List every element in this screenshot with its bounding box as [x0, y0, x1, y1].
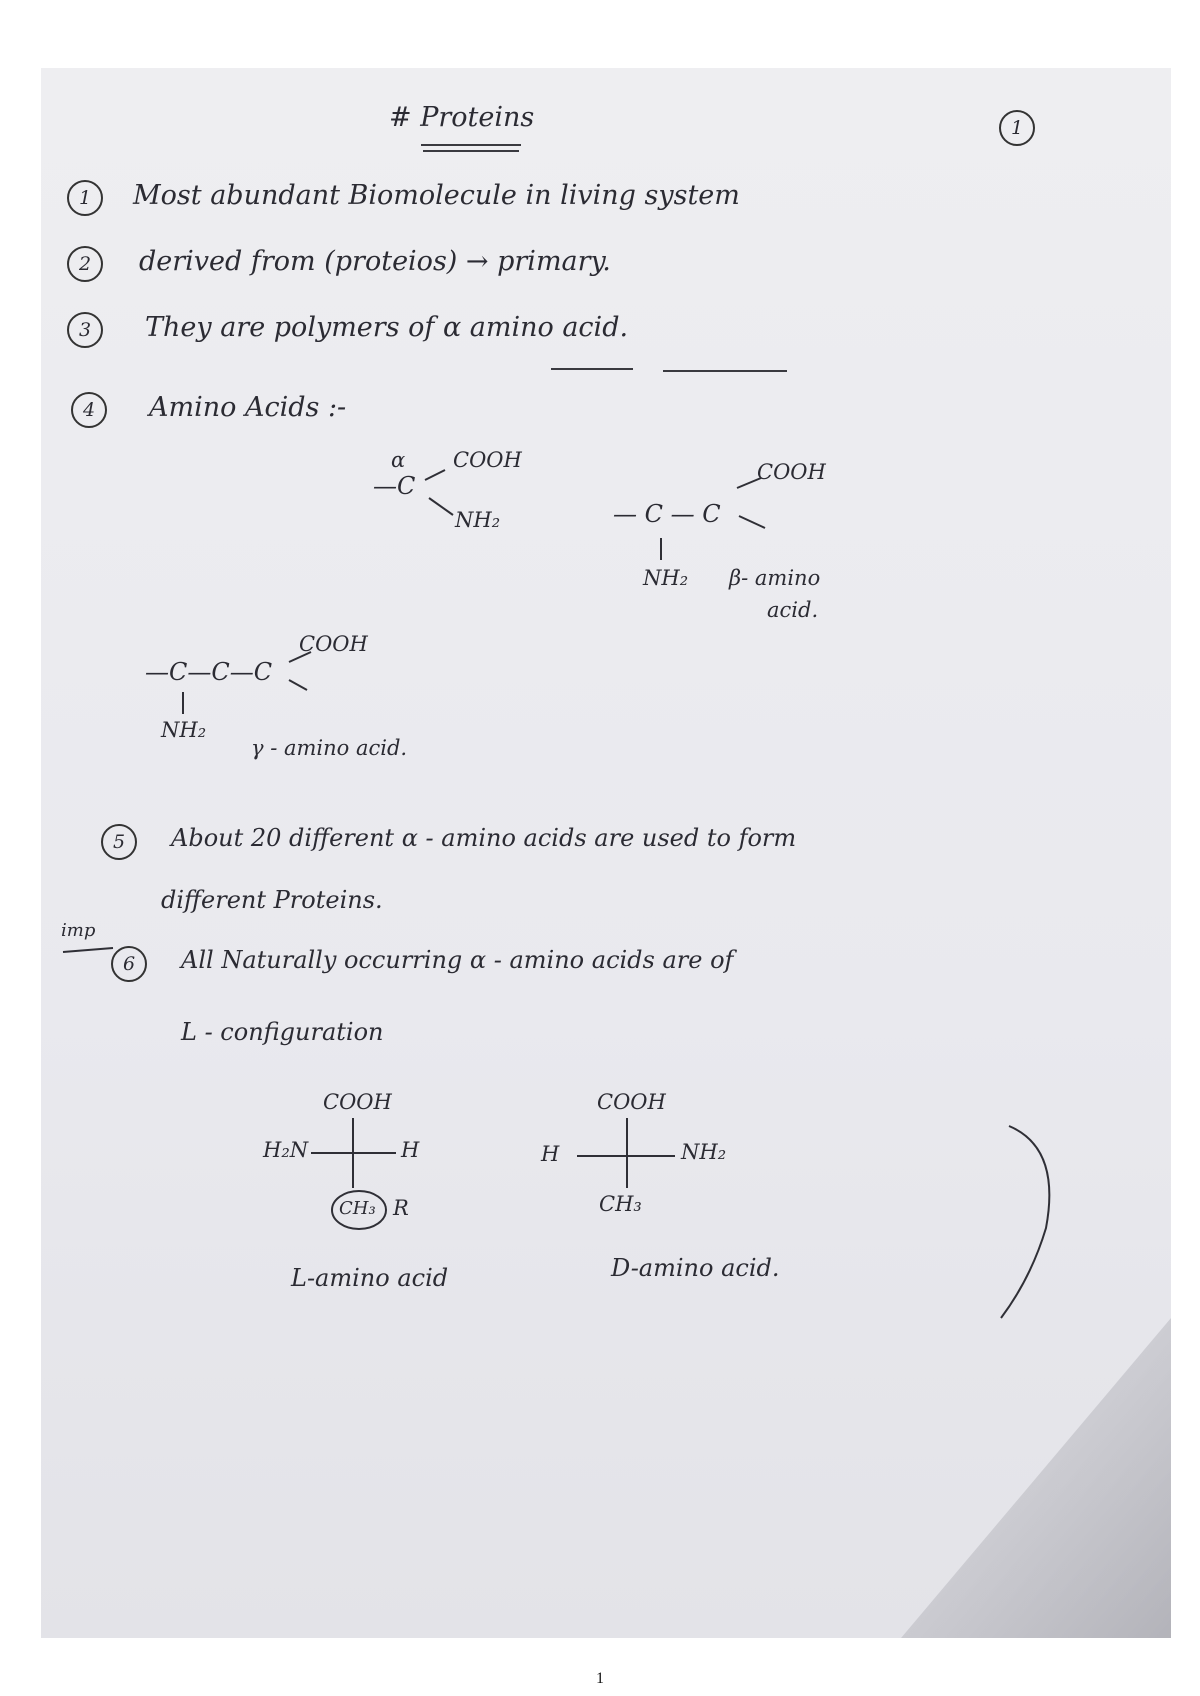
point-number: 3 [67, 312, 103, 348]
beta-cooh: COOH [757, 460, 826, 484]
l-caption: L-amino acid [291, 1264, 449, 1292]
alpha-symbol: α [391, 448, 406, 472]
page-mark: 1 [999, 110, 1035, 146]
alpha-nh2: NH₂ [455, 508, 501, 532]
gamma-label: γ - amino acid. [251, 736, 408, 760]
beta-label: β- amino [729, 566, 821, 590]
gamma-nh2: NH₂ [161, 718, 207, 742]
gamma-cooh: COOH [299, 632, 368, 656]
point-text: Amino Acids :- [149, 392, 347, 423]
d-caption: D-amino acid. [611, 1254, 780, 1282]
l-right-group: H [401, 1138, 420, 1162]
beta-chain: — C — C [613, 500, 721, 528]
point-text: All Naturally occurring α - amino acids are of [181, 946, 734, 974]
l-r-group: R [393, 1196, 409, 1220]
d-bottom-group: CH₃ [599, 1192, 642, 1216]
point-text: About 20 different α - amino acids are used to form [171, 824, 797, 852]
point-number: 4 [71, 392, 107, 428]
l-bottom-group: CH₃ [339, 1198, 376, 1219]
point-text-continued: L - configuration [181, 1018, 384, 1046]
alpha-cooh: COOH [453, 448, 522, 472]
page-title: # Proteins [389, 102, 535, 133]
d-left-group: H [541, 1142, 560, 1166]
structure-bonds [41, 68, 1171, 1638]
l-top-group: COOH [323, 1090, 392, 1114]
notebook-page [41, 68, 1171, 1638]
d-right-group: NH₂ [681, 1140, 727, 1164]
point-number: 6 [111, 946, 147, 982]
page-number: 1 [596, 1670, 604, 1687]
beta-nh2: NH₂ [643, 566, 689, 590]
alpha-carbon: —C [373, 472, 416, 500]
point-number: 5 [101, 824, 137, 860]
point-text: derived from (proteios) → primary. [139, 246, 611, 277]
point-text: They are polymers of α amino acid. [145, 312, 629, 343]
l-left-group: H₂N [263, 1138, 309, 1162]
point-number: 1 [67, 180, 103, 216]
d-top-group: COOH [597, 1090, 666, 1114]
important-mark: imp [61, 920, 96, 941]
point-number: 2 [67, 246, 103, 282]
gamma-chain: —C—C—C [145, 658, 273, 686]
beta-label-2: acid. [767, 598, 819, 622]
point-text-continued: different Proteins. [161, 886, 383, 914]
point-text: Most abundant Biomolecule in living system [133, 180, 740, 211]
